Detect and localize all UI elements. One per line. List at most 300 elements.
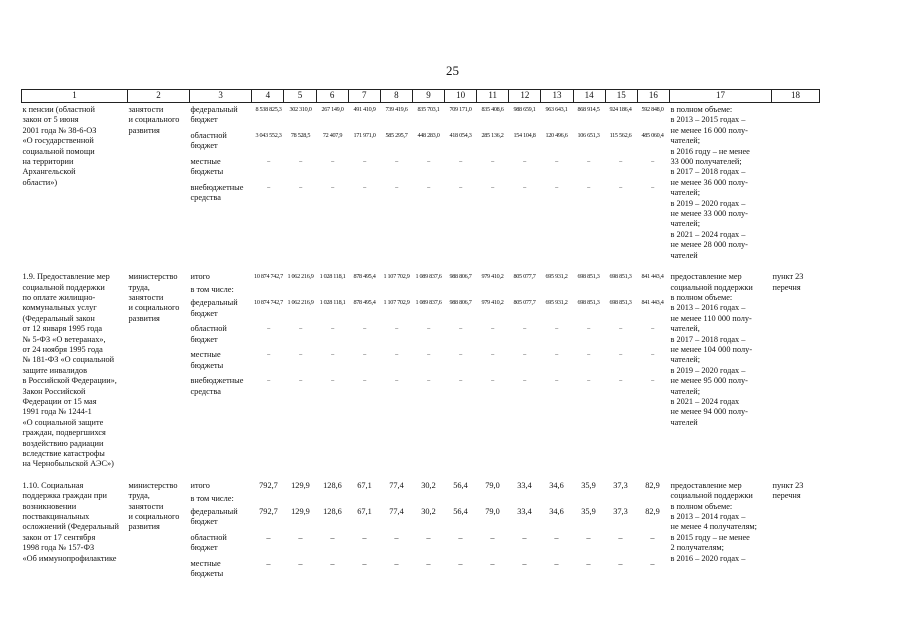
funding-value: –	[363, 325, 366, 333]
funding-value: 988 806,7	[449, 273, 472, 281]
measure-text-line: к пенсии (областной	[22, 105, 95, 114]
funding-value: –	[651, 184, 654, 191]
funding-value: –	[651, 351, 654, 359]
funding-source-row	[191, 481, 669, 494]
funding-value: 77,4	[389, 506, 404, 516]
executor-text-line: развития	[128, 313, 160, 323]
funding-source-row	[191, 376, 669, 402]
funding-value: –	[555, 325, 558, 333]
funding-source-row	[191, 272, 669, 285]
program-row	[22, 270, 820, 470]
reference-line: пункт 23	[772, 272, 804, 282]
column-number: 14	[573, 90, 605, 103]
measure-text-line: вследствие катастрофы	[22, 449, 105, 458]
measure-text-line: поствакцинальных	[22, 512, 90, 522]
funding-value: 128,6	[323, 480, 342, 490]
measure-text-line: «Об иммунопрофилактике	[22, 553, 117, 563]
funding-value: 695 931,2	[545, 273, 568, 281]
funding-value: 979 410,2	[481, 273, 504, 281]
funding-value: 82,9	[645, 480, 660, 490]
funding-value: 67,1	[357, 506, 372, 516]
funding-source-label-line: бюджет	[190, 141, 218, 151]
funding-source-label	[191, 285, 253, 298]
funding-value: 491 410,9	[353, 106, 376, 113]
funding-value: 592 848,0	[641, 106, 664, 113]
column-number-row	[22, 90, 820, 103]
funding-value: –	[554, 532, 559, 542]
measure-text-line: на территории	[22, 157, 74, 167]
funding-value: –	[587, 158, 590, 165]
funding-value: –	[555, 351, 558, 359]
funding-value: 1 062 216,9	[287, 273, 314, 281]
measure-text-line: социальной помощи	[22, 146, 95, 156]
funding-value: –	[267, 377, 270, 385]
funding-value: 72 407,9	[322, 132, 343, 139]
funding-value: 33,4	[517, 506, 532, 516]
funding-value: –	[522, 532, 527, 542]
funding-source-label	[191, 298, 253, 324]
funding-value: –	[459, 377, 462, 385]
funding-source-label	[191, 131, 253, 157]
funding-value: –	[266, 532, 271, 542]
funding-value: –	[362, 558, 367, 568]
funding-value: 67,1	[357, 480, 372, 490]
funding-value: 698 851,3	[609, 273, 632, 281]
funding-value: –	[331, 184, 334, 191]
expected-result-line: в 2015 году – не менее	[670, 532, 750, 542]
funding-value: –	[267, 184, 270, 191]
funding-value: 1 107 702,9	[383, 299, 410, 307]
funding-value: –	[651, 377, 654, 385]
expected-result-line: не менее 110 000 полу-	[670, 313, 752, 323]
funding-value: 988 806,7	[449, 299, 472, 307]
funding-source-label-line: внебюджетные	[190, 376, 244, 386]
funding-value: 924 186,4	[609, 106, 632, 113]
funding-source-label-line: местные	[190, 558, 221, 568]
reference-cell	[772, 103, 820, 262]
expected-result-line: 2 получателям;	[670, 543, 724, 553]
funding-value: –	[459, 158, 462, 165]
expected-result-line: не менее 33 000 полу-	[670, 209, 748, 219]
funding-value: 82,9	[645, 506, 660, 516]
funding-value: 1 107 702,9	[383, 273, 410, 281]
expected-result-line: предоставление мер	[670, 480, 742, 490]
funding-value: 56,4	[453, 506, 468, 516]
measure-text-line: области»)	[22, 177, 58, 187]
funding-value: 128,6	[323, 506, 342, 516]
funding-value: 988 659,1	[513, 106, 536, 113]
funding-value: 129,9	[291, 506, 310, 516]
measure-text-line: Закон Российской	[22, 386, 86, 396]
funding-value: 878 495,4	[353, 273, 376, 281]
funding-value: 792,7	[259, 506, 278, 516]
funding-value: –	[299, 351, 302, 359]
funding-value: –	[650, 532, 655, 542]
expected-result-line: в полном объеме:	[670, 501, 733, 511]
funding-source-label-line: бюджет	[190, 543, 218, 553]
funding-value: –	[394, 558, 399, 568]
funding-source-label-line: в том числе:	[190, 285, 234, 295]
expected-result-cell	[670, 103, 772, 262]
funding-value: –	[619, 377, 622, 385]
funding-value: 129,9	[291, 480, 310, 490]
funding-source-label	[191, 350, 253, 376]
funding-value: 698 851,3	[577, 299, 600, 307]
funding-value: 868 914,5	[577, 106, 600, 113]
measure-text-line: поддержка граждан при	[22, 491, 107, 501]
funding-value: 1 089 837,6	[415, 273, 442, 281]
funding-value: –	[523, 184, 526, 191]
executor-text-line: труда,	[128, 491, 150, 501]
reference-line: пункт 23	[772, 480, 804, 490]
executor-text-line: занятости	[128, 501, 164, 511]
funding-value: –	[394, 532, 399, 542]
row-gap-cell	[22, 470, 820, 479]
funding-value: –	[459, 325, 462, 333]
financing-block	[190, 479, 670, 585]
funding-value: 805 077,7	[513, 273, 536, 281]
executor-text-line: развития	[128, 522, 160, 532]
funding-value: –	[427, 325, 430, 333]
funding-value: 37,3	[613, 480, 628, 490]
funding-value: –	[395, 351, 398, 359]
funding-value: 285 136,2	[481, 132, 504, 139]
column-number: 4	[252, 90, 284, 103]
funding-source-label	[191, 559, 253, 585]
funding-value: –	[523, 351, 526, 359]
expected-result-line: не менее 104 000 полу-	[670, 344, 753, 354]
expected-result-line: в 2019 – 2020 годах –	[670, 365, 746, 375]
funding-source-label-line: в том числе:	[190, 493, 234, 503]
funding-value: –	[427, 184, 430, 191]
funding-value: –	[363, 351, 366, 359]
funding-value: –	[651, 158, 654, 165]
reference-line: перечня	[772, 491, 801, 501]
funding-value: –	[395, 325, 398, 333]
funding-value: –	[587, 325, 590, 333]
funding-value: –	[554, 558, 559, 568]
funding-value: 154 104,8	[513, 132, 536, 139]
measure-text-line: защите инвалидов	[22, 365, 87, 375]
column-number: 10	[445, 90, 477, 103]
funding-source-row	[191, 494, 669, 507]
funding-value: 1 062 216,9	[287, 299, 314, 307]
reference-cell	[772, 479, 820, 585]
funding-value: –	[363, 184, 366, 191]
funding-source-label-line: бюджеты	[190, 569, 224, 579]
measure-text-line: 1991 года № 1244-1	[22, 407, 92, 417]
funding-value: 878 495,4	[353, 299, 376, 307]
expected-result-line: чателей	[670, 250, 698, 260]
measure-text-line: № 181-ФЗ «О социальной	[22, 355, 115, 365]
expected-result-line: в 2021 – 2024 годах –	[670, 229, 746, 239]
expected-result-line: социальной поддержки	[670, 491, 753, 501]
executor-cell	[128, 103, 190, 262]
funding-source-label-line: местные	[190, 157, 221, 166]
funding-source-label-line: средства	[190, 193, 221, 203]
funding-source-label	[191, 533, 253, 559]
column-number: 12	[509, 90, 541, 103]
expected-result-line: не менее 36 000 полу-	[670, 177, 748, 187]
expected-result-line: не менее 4 получателям;	[670, 522, 757, 532]
column-number: 5	[284, 90, 316, 103]
funding-value: –	[619, 158, 622, 165]
measure-text-line: от 12 января 1995 года	[22, 324, 103, 334]
funding-value: 35,9	[581, 480, 596, 490]
funding-source-label-line: итого	[190, 480, 210, 490]
funding-value: 79,0	[485, 506, 500, 516]
funding-value: 739 419,6	[385, 106, 408, 113]
expected-result-line: не менее 94 000 полу-	[670, 407, 748, 417]
funding-value: –	[362, 532, 367, 542]
funding-value: 10 874 742,7	[254, 299, 283, 307]
funding-value: –	[427, 158, 430, 165]
measure-text-line: коммунальных услуг	[22, 303, 97, 313]
funding-value: 302 310,0	[289, 106, 312, 113]
measure-text-line: № 5-ФЗ «О ветеранах»,	[22, 334, 106, 344]
expected-result-cell	[670, 270, 772, 470]
measure-text-line: закон от 17 сентября	[22, 532, 96, 542]
funding-value: –	[331, 325, 334, 333]
reference-line: перечня	[772, 282, 801, 292]
funding-value: –	[587, 184, 590, 191]
funding-source-label-line: федеральный	[190, 298, 238, 308]
funding-source-row	[191, 157, 669, 183]
funding-value: 979 410,2	[481, 299, 504, 307]
funding-value: 585 295,7	[385, 132, 408, 139]
funding-source-row	[191, 131, 669, 157]
funding-value: 698 851,3	[577, 273, 600, 281]
funding-value: –	[619, 184, 622, 191]
executor-text-line: труда,	[128, 282, 150, 292]
funding-value: 267 149,0	[321, 106, 344, 113]
measure-text-line: Архангельской	[22, 167, 76, 177]
funding-value: –	[619, 325, 622, 333]
funding-value: –	[587, 351, 590, 359]
funding-value: –	[267, 158, 270, 165]
expected-result-line: в 2019 – 2020 годах –	[670, 198, 746, 208]
funding-value: –	[555, 377, 558, 385]
expected-result-line: в полном объеме:	[670, 292, 733, 302]
funding-value: –	[491, 377, 494, 385]
funding-value: 485 060,4	[641, 132, 664, 139]
funding-value: –	[426, 532, 431, 542]
row-gap	[22, 261, 820, 270]
funding-value: 3 043 552,3	[255, 132, 282, 139]
funding-value: 841 443,4	[641, 273, 664, 281]
funding-source-label-line: областной	[190, 131, 227, 140]
measure-text-line: 2001 года № 38-6-ОЗ	[22, 125, 97, 135]
funding-source-label	[191, 376, 253, 402]
measure-text-line: «О государственной	[22, 136, 94, 146]
funding-value: –	[555, 158, 558, 165]
funding-value: –	[363, 158, 366, 165]
funding-value: –	[586, 558, 591, 568]
measure-text-line: возникновении	[22, 501, 77, 511]
measure-text-line: «О социальной защите	[22, 417, 104, 427]
expected-result-line: в полном объеме:	[670, 105, 733, 114]
funding-source-row	[191, 533, 669, 559]
expected-result-line: в 2016 – 2020 годах –	[670, 553, 746, 563]
funding-source-row	[191, 285, 669, 298]
column-number: 11	[477, 90, 509, 103]
column-number: 15	[605, 90, 637, 103]
measure-text-line: воздействию радиации	[22, 438, 104, 448]
funding-value: 34,6	[549, 480, 564, 490]
executor-text-line: занятости	[128, 292, 164, 302]
row-gap-cell	[22, 261, 820, 270]
executor-text-line: министерство	[128, 480, 178, 490]
expected-result-line: в 2021 – 2024 годах	[670, 396, 740, 406]
funding-value: –	[618, 558, 623, 568]
measure-cell	[22, 479, 128, 585]
expected-result-line: в 2017 – 2018 годах –	[670, 334, 746, 344]
funding-source-label-line: средства	[190, 386, 221, 396]
column-number: 13	[541, 90, 573, 103]
measure-text-line: от 24 ноября 1995 года	[22, 344, 103, 354]
column-number: 1	[22, 90, 128, 103]
measure-text-line: на Чернобыльской АЭС»)	[22, 459, 114, 469]
funding-source-label-line: областной	[190, 532, 227, 542]
expected-result-line: не менее 95 000 полу-	[670, 376, 748, 386]
funding-source-label	[191, 481, 253, 494]
funding-value: –	[299, 377, 302, 385]
funding-value: –	[555, 184, 558, 191]
expected-result-line: чателей,	[670, 324, 700, 334]
funding-value: –	[299, 158, 302, 165]
column-number: 3	[190, 90, 252, 103]
funding-value: 33,4	[517, 480, 532, 490]
funding-value: –	[330, 558, 335, 568]
funding-value: –	[491, 184, 494, 191]
funding-source-label-line: местные	[190, 350, 221, 360]
funding-value: –	[650, 558, 655, 568]
expected-result-line: не менее 28 000 полу-	[670, 240, 748, 250]
funding-value: 792,7	[259, 480, 278, 490]
funding-source-label-line: областной	[190, 324, 227, 334]
funding-value: –	[523, 377, 526, 385]
funding-value: 56,4	[453, 480, 468, 490]
funding-source-row	[191, 559, 669, 585]
funding-value: –	[427, 351, 430, 359]
funding-value: 448 283,0	[417, 132, 440, 139]
funding-value: –	[299, 184, 302, 191]
funding-value: –	[459, 351, 462, 359]
funding-value: 1 028 118,1	[319, 299, 346, 307]
funding-value: –	[523, 158, 526, 165]
financing-block	[190, 103, 670, 262]
program-row	[22, 103, 820, 262]
funding-value: 120 496,6	[545, 132, 568, 139]
funding-value: –	[299, 325, 302, 333]
expected-result-line: чателей;	[670, 188, 701, 198]
executor-text-line: занятости	[128, 105, 164, 114]
reference-cell	[772, 270, 820, 470]
funding-source-label	[191, 324, 253, 350]
page-number: 25	[446, 63, 459, 78]
funding-value: 418 054,3	[449, 132, 472, 139]
measure-text-line: осложнений (Федеральный	[22, 522, 119, 532]
executor-text-line: развития	[128, 125, 160, 135]
funding-value: –	[427, 377, 430, 385]
funding-value: 30,2	[421, 506, 436, 516]
row-gap	[22, 470, 820, 479]
funding-value: –	[490, 532, 495, 542]
funding-source-label	[191, 105, 253, 131]
funding-value: –	[426, 558, 431, 568]
column-number: 6	[316, 90, 348, 103]
funding-value: –	[458, 558, 463, 568]
funding-value: –	[330, 532, 335, 542]
column-number: 8	[380, 90, 412, 103]
funding-value: –	[298, 558, 303, 568]
funding-value: –	[522, 558, 527, 568]
funding-source-label-line: бюджет	[190, 115, 218, 125]
funding-source-row	[191, 105, 669, 131]
measure-text-line: (Федеральный закон	[22, 313, 95, 323]
funding-value: 79,0	[485, 480, 500, 490]
funding-source-row	[191, 507, 669, 533]
funding-value: 1 028 118,1	[319, 273, 346, 281]
funding-source-label	[191, 183, 253, 209]
funding-value: 106 651,3	[577, 132, 600, 139]
funding-value: 709 171,0	[449, 106, 472, 113]
expected-result-line: 33 000 получателей;	[670, 157, 742, 167]
funding-value: –	[266, 558, 271, 568]
funding-source-label-line: бюджеты	[190, 360, 224, 370]
funding-value: 78 528,5	[290, 132, 311, 139]
funding-value: –	[395, 158, 398, 165]
funding-source-row	[191, 183, 669, 209]
measure-text-line: 1998 года № 157-ФЗ	[22, 543, 95, 553]
funding-source-label-line: бюджет	[190, 517, 218, 527]
funding-source-label	[191, 272, 253, 285]
funding-value: –	[363, 377, 366, 385]
funding-value: –	[651, 325, 654, 333]
funding-source-label-line: бюджеты	[190, 167, 224, 177]
executor-text-line: и социального	[128, 115, 180, 125]
funding-value: –	[619, 351, 622, 359]
funding-value: 77,4	[389, 480, 404, 490]
funding-value: –	[298, 532, 303, 542]
expected-result-line: в 2013 – 2014 годах –	[670, 512, 746, 522]
funding-value: –	[267, 351, 270, 359]
funding-source-label-line: федеральный	[190, 506, 238, 516]
funding-value: –	[395, 377, 398, 385]
measure-cell	[22, 270, 128, 470]
expected-result-cell	[670, 479, 772, 585]
funding-value: 835 703,1	[417, 106, 440, 113]
funding-value: 30,2	[421, 480, 436, 490]
funding-source-label	[191, 157, 253, 183]
measure-text-line: по оплате жилищно-	[22, 292, 96, 302]
funding-value: –	[491, 158, 494, 165]
funding-value: –	[458, 532, 463, 542]
executor-text-line: и социального	[128, 512, 180, 522]
funding-value: 171 971,0	[353, 132, 376, 139]
funding-source-label	[191, 494, 253, 507]
expected-result-line: в 2013 – 2016 годах –	[670, 303, 746, 313]
funding-value: –	[587, 377, 590, 385]
measure-text-line: 1.9. Предоставление мер	[22, 272, 110, 282]
expected-result-line: социальной поддержки	[670, 282, 753, 292]
expected-result-line: предоставление мер	[670, 272, 742, 282]
executor-text-line: министерство	[128, 272, 178, 282]
funding-value: 1 089 837,6	[415, 299, 442, 307]
expected-result-line: чателей;	[670, 386, 701, 396]
program-row	[22, 479, 820, 585]
column-number: 17	[670, 90, 772, 103]
